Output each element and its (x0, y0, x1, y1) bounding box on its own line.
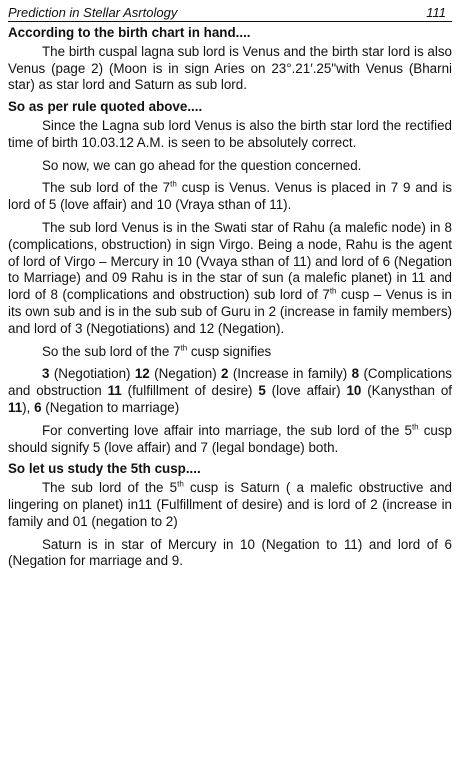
sig-num: 2 (221, 366, 229, 382)
sig-num: 8 (351, 366, 360, 382)
running-header (8, 5, 452, 22)
paragraph-love-to-marriage: For converting love affair into marriage, the sub lord of the 5th cusp should signify 5 (love affair) and 7 (legal bondage) both. (8, 422, 452, 455)
page-body (8, 25, 452, 570)
paragraph-rectified-time: Since the Lagna sub lord Venus is also the birth star lord the rectified time of birth 10.03.12 A.M. is seen to be absolutely correct. (8, 117, 452, 150)
paragraph-saturn-mercury: Saturn is in star of Mercury in 10 (Negation to 11) and lord of 6 (Negation for marriage and 9. (8, 536, 452, 569)
paragraph-seventh-cusp: The sub lord of the 7th cusp is Venus. Venus is placed in 7 9 and is lord of 5 (love affair) and 10 (Vraya sthan of 11). (8, 179, 452, 213)
page-number: 111 (426, 5, 446, 20)
section-heading-fifth-cusp: So let us study the 5th cusp.... (8, 461, 201, 477)
section-heading-rule: So as per rule quoted above.... (8, 99, 203, 115)
sig-num: 10 (346, 383, 362, 399)
paragraph-venus-swati: The sub lord Venus is in the Swati star of Rahu (a malefic node) in 8 (complications, obstruction) in sign Virgo. Being a node, Rahu is the agent of lord of Virgo – Mercury in 10 (Vvaya sthan of 11) and lord of 6 (Negation to Marriage) and 09 Rahu is in the star of sun (a malefic planet) in 11 and lord of 8 (complications and obstruction) sub lord of 7th cusp – Venus is in its own sub and is in the sub sub of Guru in 2 (increase in family members) and lord of 3 (Negotiations) and 12 (Negation). (8, 219, 453, 336)
sig-num: 11 (8, 399, 23, 415)
paragraph-saturn-sub-lord: The sub lord of the 5th cusp is Saturn ( a malefic obstructive and lingering on planet) in11 (Fulfillment of desire) and is lord of 2 (increase in family and 01 (negation to 2) (8, 479, 452, 529)
running-title: Prediction in Stellar Asrtology (8, 5, 178, 20)
paragraph-lagna-sub-lord: The birth cuspal lagna sub lord is Venus and the birth star lord is also Venus (page 2) (Moon is in sign Aries on 23°.21′.25"with Venus (Bharni star) as star lord and Saturn as sub lord. (8, 43, 452, 93)
sig-num: 6 (34, 399, 42, 415)
section-heading-birth-chart: According to the birth chart in hand.... (8, 25, 251, 40)
sig-num: 3 (42, 366, 50, 382)
sig-num: 5 (258, 383, 266, 399)
paragraph-signifies: So the sub lord of the 7th cusp signifies (42, 343, 272, 359)
sig-num: 12 (134, 366, 150, 382)
sig-num: 11 (107, 383, 122, 399)
signification-list: 3 (Negotiation) 12 (Negation) 2 (Increase in family) 8 (Complications and obstruction 11 (fulfillment of desire) 5 (love affair) 10 (Kanysthan of 11), 6 (Negation to marriage) (8, 366, 453, 415)
paragraph-go-ahead: So now, we can go ahead for the question concerned. (42, 157, 362, 173)
